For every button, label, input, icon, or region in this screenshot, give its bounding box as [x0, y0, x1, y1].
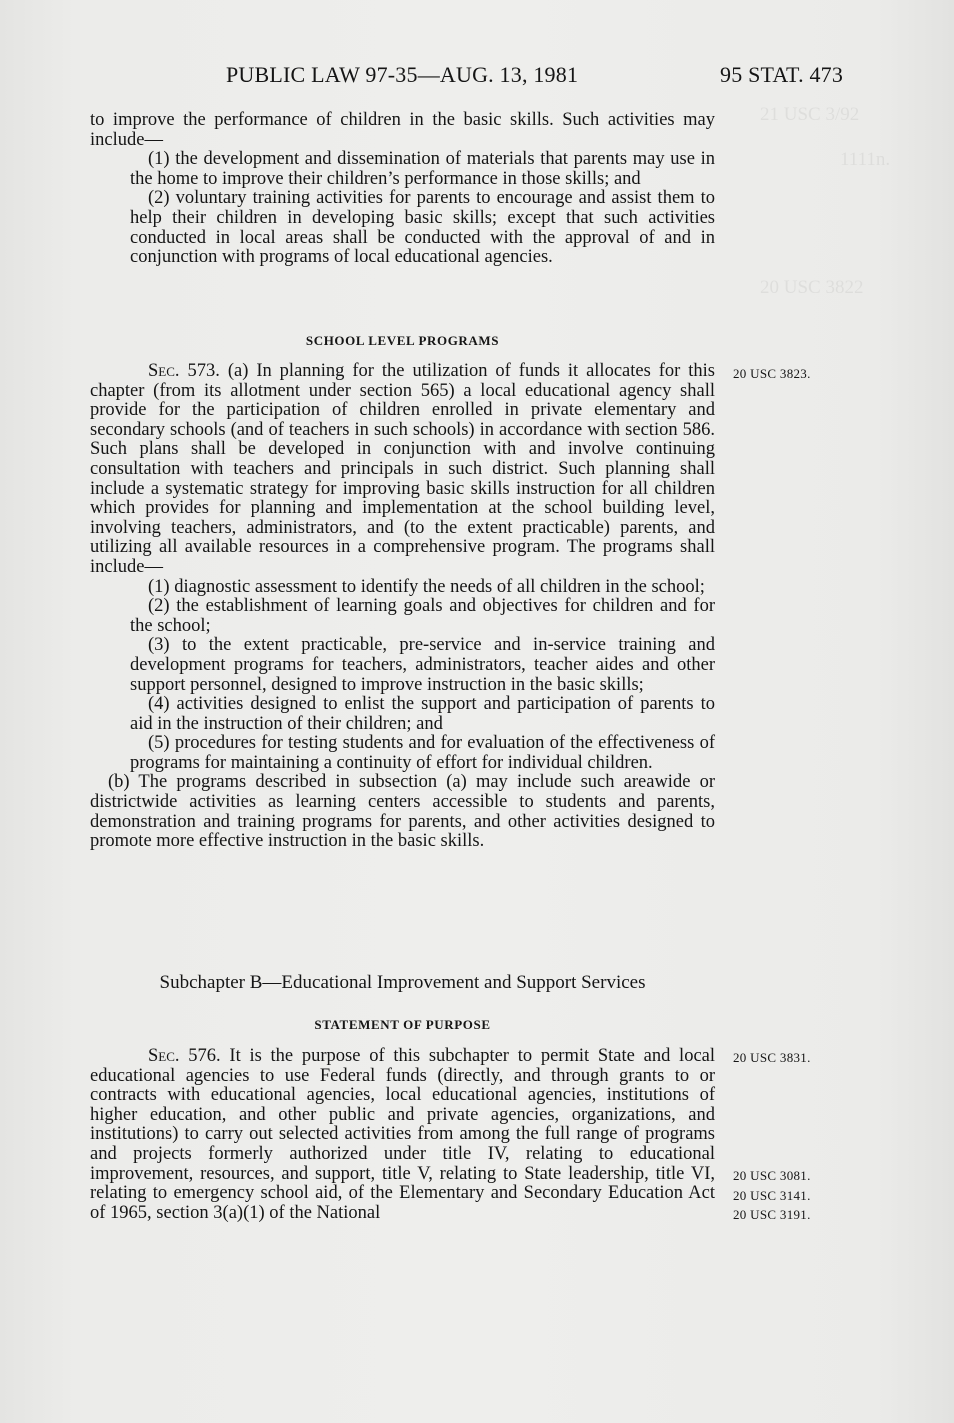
section-text: It is the purpose of this subchapter to permit State and local educational agencies to use Federal funds (directly, and through grants to or contracts with educational agencies, local educational agencies, institutions of higher education, and other public and private agencies, organizations, and institutions) to carry out selected activities from among the full range of programs and projects formerly authorized under title IV, relating to educational improvement, resources, and support, title V, relating to State leadership, title VI, relating to emergency school aid, of the Elementary and Secondary Education Act of 1965, section 3(a)(1) of the National: [90, 1046, 716, 1223]
section-text: (a) In planning for the utilization of funds it allocates for this chapter (from its allotment under section 565) a local educational agency shall provide for the participation of children enrolled in private elementary and secondary schools (and of teachers in such schools) in accordance with section 586. Such plans shall be developed in conjunction with and involve continuing consultation with teachers and principals in such district. Such planning shall include a systematic strategy for improving basic skills instruction for all children which provides for planning and implementation at the school building level, involving teachers, administrators, and (to the extent practicable) parents, and utilizing all available resources in a comprehensive program. The programs shall include—: [90, 361, 716, 577]
section-576: [90, 1047, 715, 1223]
bleed-through-text: 21 USC 3/92: [760, 104, 860, 125]
section-576-text: [90, 1047, 715, 1223]
continuation-block: [90, 111, 715, 268]
margin-citation: 20 USC 3191.: [733, 1207, 811, 1222]
continuation-intro: to improve the performance of children in the basic skills. Such activities may include—: [90, 110, 715, 150]
section-573-para-b: (b) The programs described in subsection (a) may include such areawide or districtwide activities as learning centers accessible to students and parents, demonstration and training programs for parents, and other activities designed to promote more effective instruction in the basic skills.: [90, 772, 715, 852]
bleed-through-text: 20 USC 3822: [760, 277, 864, 298]
bleed-through-text: 1111n.: [840, 149, 891, 170]
margin-citation: 20 USC 3823.: [733, 366, 811, 381]
section-573-para-a: [90, 362, 715, 578]
margin-citation: 20 USC 3141.: [733, 1188, 811, 1203]
section-573: [90, 362, 715, 852]
page-header-law: PUBLIC LAW 97-35—AUG. 13, 1981: [226, 62, 579, 87]
section-label: Sec. 573.: [148, 361, 220, 381]
list-item: (3) to the extent practicable, pre-service and in-service training and development programs for teachers, administrators, teacher aides and other support personnel, designed to improve instruction in the basic skills;: [130, 635, 715, 695]
section-heading-school-level: SCHOOL LEVEL PROGRAMS: [305, 333, 500, 348]
page-header-stat: 95 STAT. 473: [720, 62, 844, 87]
list-item: (1) diagnostic assessment to identify the needs of all children in the school;: [148, 576, 705, 597]
subchapter-title: Subchapter B—Educational Improvement and Support Services: [159, 972, 646, 993]
section-heading-purpose: STATEMENT OF PURPOSE: [314, 1017, 491, 1032]
margin-citation: 20 USC 3081.: [733, 1168, 811, 1183]
margin-citation: 20 USC 3831.: [733, 1050, 811, 1065]
list-item: (5) procedures for testing students and for evaluation of the effectiveness of programs for maintaining a continuity of effort for individual children.: [130, 733, 715, 773]
section-label: Sec. 576.: [148, 1046, 221, 1066]
list-item: (2) the establishment of learning goals and objectives for children and for the school;: [130, 596, 715, 636]
list-item: (1) the development and dissemination of materials that parents may use in the home to improve their children’s performance in those skills; and: [130, 149, 715, 189]
list-item: (2) voluntary training activities for parents to encourage and assist them to help their children in developing basic skills; except that such activities conducted in local areas shall be conducted with the approval of and in conjunction with programs of local educational agencies.: [130, 188, 715, 268]
list-item: (4) activities designed to enlist the support and participation of parents to aid in the instruction of their children; and: [130, 694, 715, 734]
